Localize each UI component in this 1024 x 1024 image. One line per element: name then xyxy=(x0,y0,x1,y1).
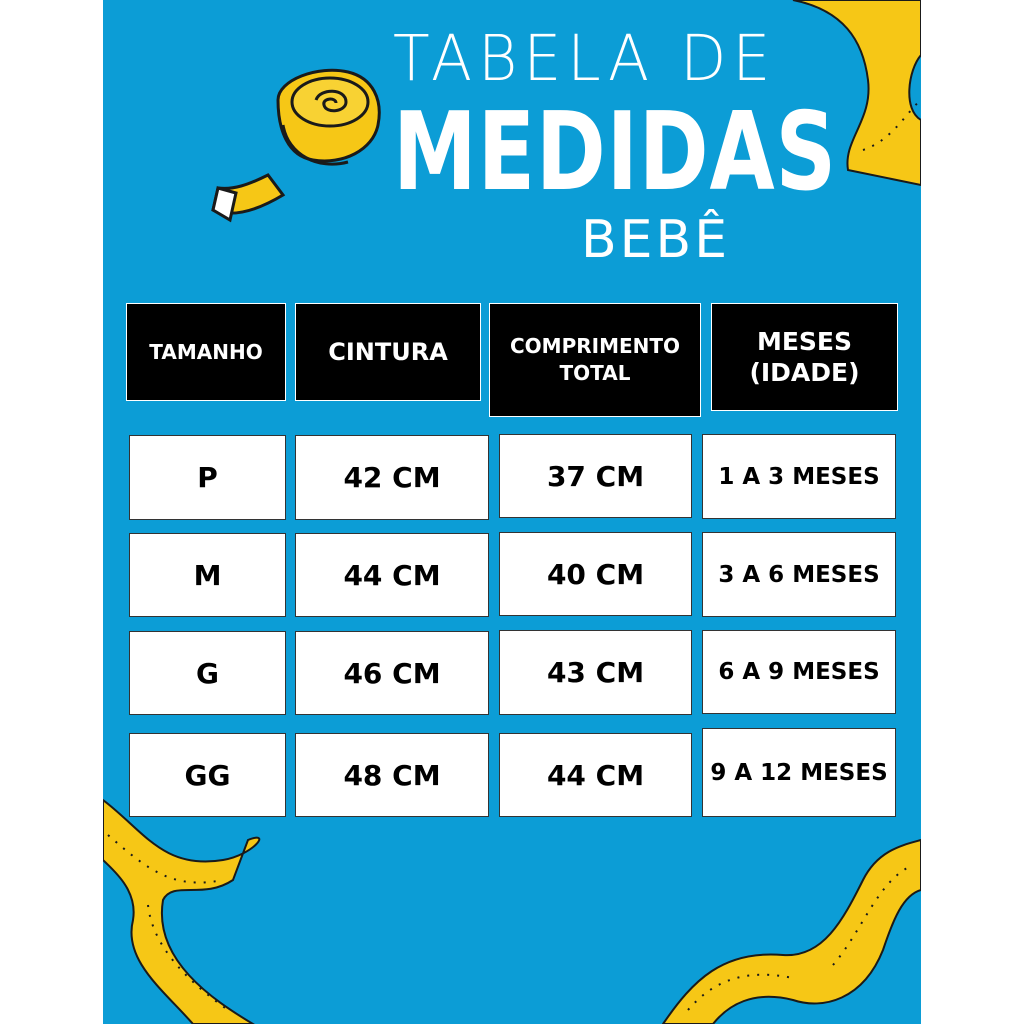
header-cintura: CINTURA xyxy=(295,303,481,401)
cell-size-gg: GG xyxy=(129,733,286,817)
title-line-3: BEBÊ xyxy=(581,210,731,270)
poster xyxy=(103,0,921,1024)
title-main: MEDIDAS xyxy=(393,90,837,215)
cell-meses-m: 3 A 6 MESES xyxy=(702,532,896,617)
header-tamanho: TAMANHO xyxy=(126,303,286,401)
cell-size-m: M xyxy=(129,533,286,617)
cell-cintura-g: 46 CM xyxy=(295,631,489,715)
measuring-tape-roll-icon xyxy=(208,60,388,230)
cell-meses-g: 6 A 9 MESES xyxy=(702,630,896,714)
cell-size-g: G xyxy=(129,631,286,715)
cell-comprimento-m: 40 CM xyxy=(499,532,692,616)
cell-meses-p: 1 A 3 MESES xyxy=(702,434,896,519)
cell-cintura-m: 44 CM xyxy=(295,533,489,617)
cell-comprimento-g: 43 CM xyxy=(499,630,692,715)
cell-comprimento-gg: 44 CM xyxy=(499,733,692,817)
cell-cintura-p: 42 CM xyxy=(295,435,489,520)
cell-meses-gg: 9 A 12 MESES xyxy=(702,728,896,817)
header-meses: MESES (IDADE) xyxy=(711,303,898,411)
cell-comprimento-p: 37 CM xyxy=(499,434,692,518)
header-comprimento: COMPRIMENTO TOTAL xyxy=(489,303,701,417)
title-line-1: TABELA DE xyxy=(393,22,777,96)
cell-size-p: P xyxy=(129,435,286,520)
cell-cintura-gg: 48 CM xyxy=(295,733,489,817)
